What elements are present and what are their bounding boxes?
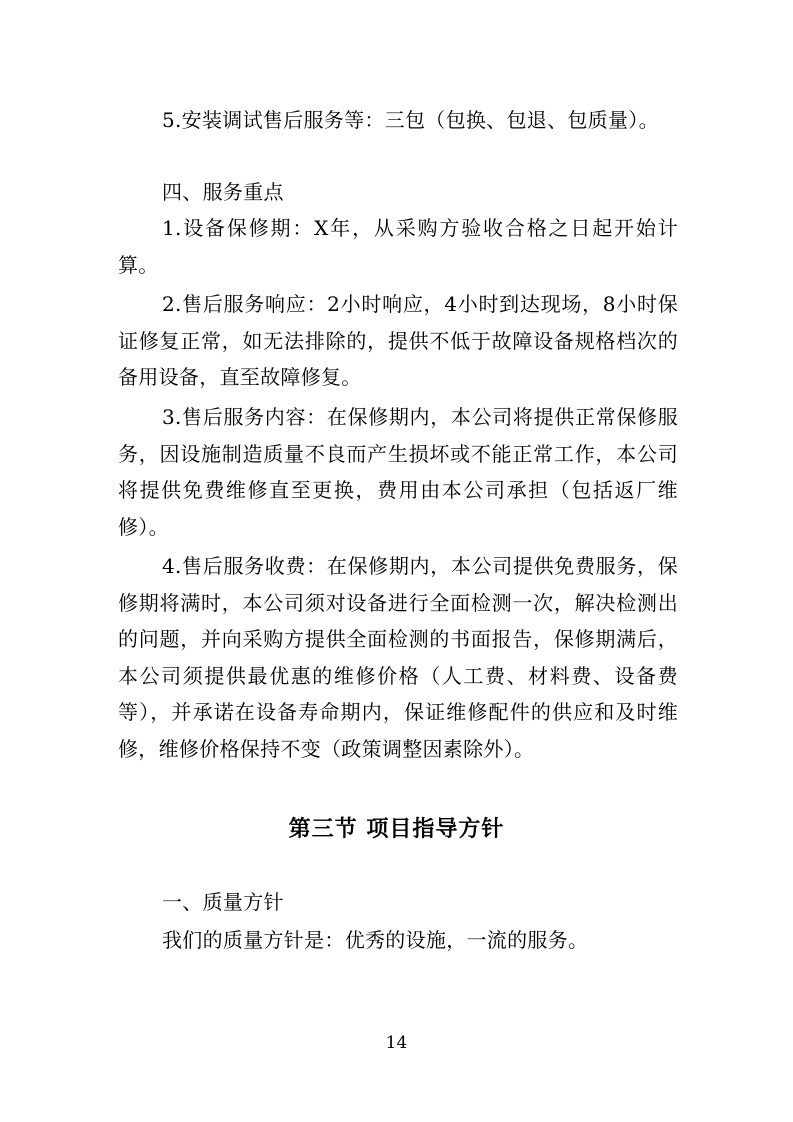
service-point-4: 4.售后服务收费：在保修期内，本公司提供免费服务，保修期将满时，本公司须对设备进行全面检测一次，解决检测出的问题，并向采购方提供全面检测的书面报告，保修期满后，本公司须提供最优惠的维修价格（人工费、材料费、设备费等），并承诺在设备寿命期内，保证维修配件的供应和及时维修，维修价格保持不变（政策调整因素除外）。: [118, 554, 678, 761]
service-point-1: 1.设备保修期：X年，从采购方验收合格之日起开始计算。: [118, 216, 678, 277]
service-point-3: 3.售后服务内容：在保修期内，本公司将提供正常保修服务，因设施制造质量不良而产生损坏或不能正常工作，本公司将提供免费维修直至更换，费用由本公司承担（包括返厂维修）。: [118, 405, 678, 539]
quality-policy-text: 我们的质量方针是：优秀的设施，一流的服务。: [162, 928, 589, 952]
section-4-title: 四、服务重点: [162, 180, 284, 204]
service-point-2: 2.售后服务响应：2小时响应，4小时到达现场，8小时保证修复正常，如无法排除的，提供不低于故障设备规格档次的备用设备，直至故障修复。: [118, 292, 678, 389]
quality-policy-title: 一、质量方针: [162, 890, 284, 914]
section-3-heading: 第三节 项目指导方针: [288, 817, 505, 842]
page-number: 14: [385, 1033, 408, 1053]
item-5-paragraph: 5.安装调试售后服务等：三包（包换、包退、包质量）。: [162, 108, 659, 132]
